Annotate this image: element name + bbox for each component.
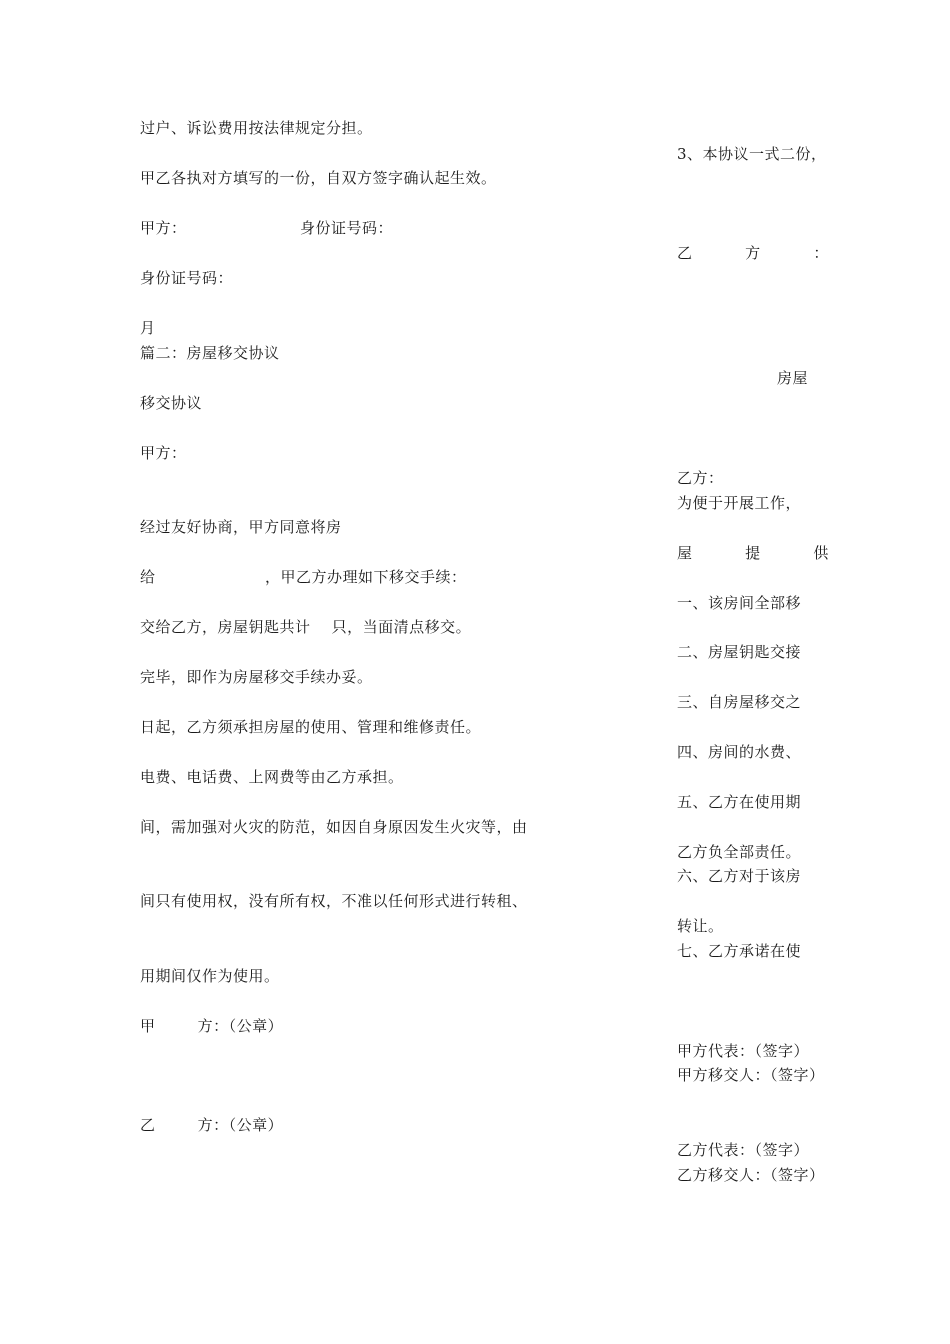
clause-4: 四、房间的水费、 (677, 743, 802, 761)
text-line: 为便于开展工作， (677, 494, 802, 512)
party-b-label: 乙方： (677, 469, 724, 487)
clause-3: 三、自房屋移交之 (677, 693, 802, 711)
text-line: 电费、电话费、上网费等由乙方承担。 (140, 768, 404, 786)
text-line: 经过友好协商，甲方同意将房 (140, 518, 342, 536)
party-a-label: 甲方： (140, 219, 187, 237)
clause-5: 五、乙方在使用期 (677, 793, 802, 811)
text-line: 屋 提 供 (677, 544, 829, 562)
text-line: 日起，乙方须承担房屋的使用、管理和维修责任。 (140, 718, 482, 736)
text-line: 移交协议 (140, 394, 203, 412)
party-a-label: 甲方： (140, 444, 187, 462)
text-line: 给 (140, 568, 156, 586)
clause-7: 七、乙方承诺在使 (677, 942, 802, 960)
clause-1: 一、该房间全部移 (677, 594, 802, 612)
month-label: 月 (140, 319, 156, 337)
text-line: 3、本协议一式二份， (677, 145, 827, 163)
text-line: 甲乙各执对方填写的一份，自双方签字确认起生效。 (140, 169, 497, 187)
clause-6: 六、乙方对于该房 (677, 867, 802, 885)
text-line: 间只有使用权，没有所有权，不准以任何形式进行转租、 (140, 892, 528, 910)
id-number-label: 身份证号码： (300, 219, 394, 237)
party-a-rep-signature: 甲方代表：（签字） (677, 1042, 810, 1060)
party-b-rep-signature: 乙方代表：（签字） (677, 1141, 810, 1159)
text-line: 过户、诉讼费用按法律规定分担。 (140, 119, 373, 137)
clause-2: 二、房屋钥匙交接 (677, 643, 802, 661)
section-title: 篇二：房屋移交协议 (140, 344, 280, 362)
text-line: 交给乙方，房屋钥匙共计 只，当面清点移交。 (140, 618, 472, 636)
text-line: 房屋 (777, 369, 809, 387)
text-line: 完毕，即作为房屋移交手续办妥。 (140, 668, 373, 686)
party-b-transferor-signature: 乙方移交人：（签字） (677, 1166, 825, 1184)
party-b-label: 乙 方 ： (677, 244, 829, 262)
party-a-seal-label: 甲 方：（公章） (140, 1017, 284, 1035)
party-a-transferor-signature: 甲方移交人：（签字） (677, 1066, 825, 1084)
party-b-seal-label: 乙 方：（公章） (140, 1116, 284, 1134)
text-line: ，甲乙方办理如下移交手续： (265, 568, 467, 586)
text-line: 间，需加强对火灾的防范，如因自身原因发生火灾等，由 (140, 818, 528, 836)
id-number-label: 身份证号码： (140, 269, 234, 287)
text-line: 用期间仅作为使用。 (140, 967, 280, 985)
text-line: 乙方负全部责任。 (677, 843, 802, 861)
text-line: 转让。 (677, 917, 724, 935)
